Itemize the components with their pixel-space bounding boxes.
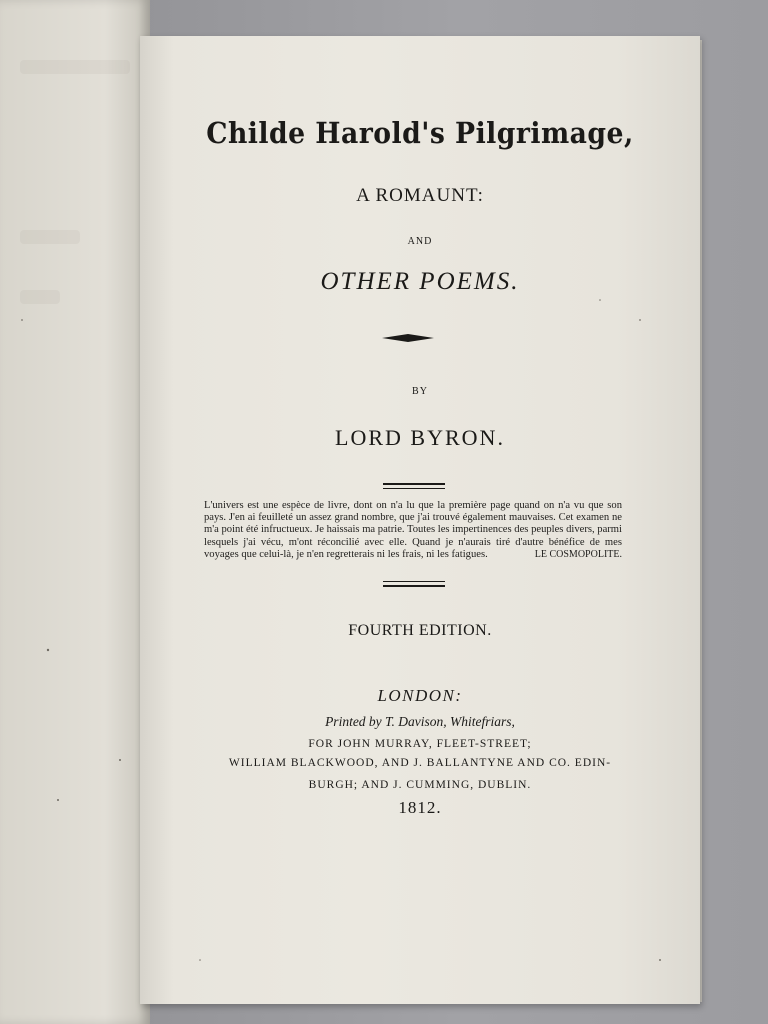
epigraph-source: LE COSMOPOLITE. bbox=[534, 548, 622, 560]
publication-year: 1812. bbox=[398, 798, 442, 817]
imprint-printer: Printed by T. Davison, Whitefriars, bbox=[325, 714, 515, 729]
author-name: LORD BYRON. bbox=[335, 425, 505, 450]
conjunction: AND bbox=[407, 236, 433, 247]
edition: FOURTH EDITION. bbox=[348, 622, 492, 639]
by-label: BY bbox=[412, 386, 428, 397]
book-title: Childe Harold's Pilgrimage, bbox=[206, 116, 634, 150]
imprint-publisher-line-2: WILLIAM BLACKWOOD, AND J. BALLANTYNE AND CO. EDIN- bbox=[228, 757, 612, 769]
other-poems-heading: OTHER POEMS. bbox=[320, 268, 520, 295]
imprint-city: LONDON: bbox=[377, 686, 463, 705]
book-subtitle: A ROMAUNT: bbox=[356, 185, 484, 206]
epigraph-text: L'univers est une espèce de livre, dont on n'a lu que la première page quand on n'a vu que son pays. J'en ai feuilleté un assez grand nombre, que j'ai trouvé également mauvaises. Cet examen ne m'a point été infructueux. Je haissais ma patrie. Toutes les impertinences des peuples divers, parmi lesquels j'ai vécu, m'ont réconcilié avec elle. Quand je n'aurais tiré d'autre bénéfice de mes voyages que celui-là, je n'en regretterais ni les frais, ni les fatigues. bbox=[204, 500, 622, 560]
imprint-publisher-line-3: BURGH; AND J. CUMMING, DUBLIN. bbox=[308, 779, 532, 791]
imprint-publisher-line-1: FOR JOHN MURRAY, FLEET-STREET; bbox=[308, 738, 532, 750]
